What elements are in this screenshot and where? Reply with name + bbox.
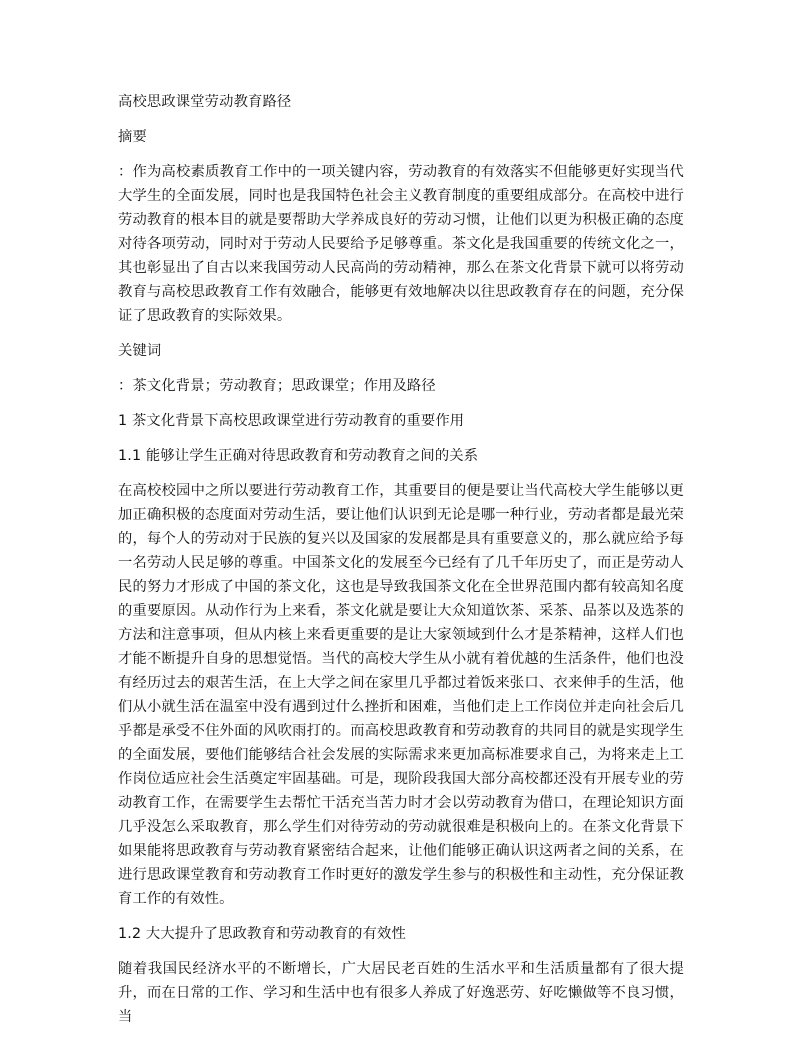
section-1-2-title: 1.2 大大提升了思政教育和劳动教育的有效性 xyxy=(118,926,406,942)
abstract-label: 摘要 xyxy=(118,129,147,145)
abstract-text: ：作为高校素质教育工作中的一项关键内容，劳动教育的有效落实不但能够更好实现当代大学生的全面发展，同时也是我国特色社会主义教育制度的重要组成部分。在高校中进行劳动教育的根本目的就是要帮助大学养成良好的劳动习惯，让他们以更为积极正确的态度对待各项劳动，同时对于劳动人民要给予足够尊重。茶文化是我国重要的传统文化之一，其也彰显出了自古以来我国劳动人民高尚的劳动精神，那么在茶文化背景下就可以将劳动教育与高校思政教育工作有效融合，能够更有效地解决以往思政教育存在的问题，充分保证了思政教育的实际效果。 xyxy=(118,164,684,324)
document-page xyxy=(118,90,684,1040)
document-title: 高校思政课堂劳动教育路径 xyxy=(118,94,292,110)
section-1-1-title: 1.1 能够让学生正确对待思政教育和劳动教育之间的关系 xyxy=(118,448,479,464)
section-1-title: 1 茶文化背景下高校思政课堂进行劳动教育的重要作用 xyxy=(118,413,465,429)
section-1-1-text: 在高校校园中之所以要进行劳动教育工作，其重要目的便是要让当代高校大学生能够以更加正确积极的态度面对劳动生活，要让他们认识到无论是哪一种行业，劳动者都是最光荣的，每个人的劳动对于民族的复兴以及国家的发展都是具有重要意义的，那么就应给予每一名劳动人民足够的尊重。中国茶文化的发展至今已经有了几千年历史了，而正是劳动人民的努力才形成了中国的茶文化，这也是导致我国茶文化在全世界范围内都有较高知名度的重要原因。从动作行为上来看，茶文化就是要让大众知道饮茶、采茶、品茶以及选茶的方法和注意事项，但从内核上来看更重要的是让大家领域到什么才是茶精神，这样人们也才能不断提升自身的思想觉悟。当代的高校大学生从小就有着优越的生活条件，他们也没有经历过去的艰苦生活，在上大学之间在家里几乎都过着饭来张口、衣来伸手的生活，他们从小就生活在温室中没有遇到过什么挫折和困难，当他们走上工作岗位并走向社会后几乎都是承受不住外面的风吹雨打的。而高校思政教育和劳动教育的共同目的就是实现学生的全面发展，要他们能够结合社会发展的实际需求来更加高标准要求自己，为将来走上工作岗位适应社会生活奠定牢固基础。可是，现阶段我国大部分高校都还没有开展专业的劳动教育工作，在需要学生去帮忙干活充当苦力时才会以劳动教育为借口，在理论知识方面几乎没怎么采取教育，那么学生们对待劳动的劳动就很难是积极向上的。在茶文化背景下如果能将思政教育与劳动教育紧密结合起来，让他们能够正确认识这两者之间的关系，在进行思政课堂教育和劳动教育工作时更好的激发学生参与的积极性和主动性，充分保证教育工作的有效性。 xyxy=(118,483,684,907)
keywords-text: ：茶文化背景；劳动教育；思政课堂；作用及路径 xyxy=(118,378,436,394)
keywords-label: 关键词 xyxy=(118,343,162,359)
section-1-2-text: 随着我国民经济水平的不断增长，广大居民老百姓的生活水平和生活质量都有了很大提升，而在日常的工作、学习和生活中也有很多人养成了好逸恶劳、好吃懒做等不良习惯，当 xyxy=(118,961,684,1025)
